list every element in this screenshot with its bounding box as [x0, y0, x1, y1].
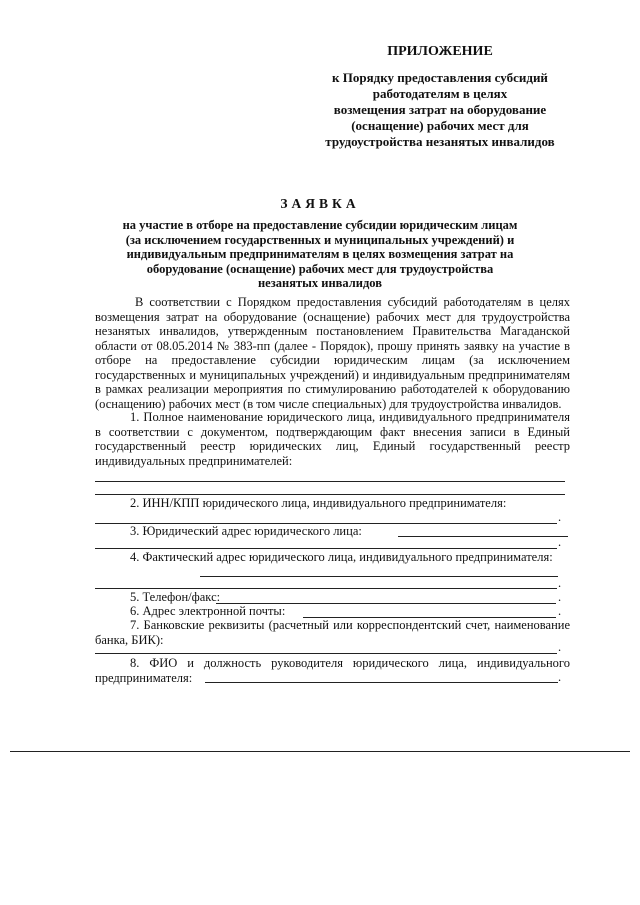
bottom-divider: [10, 751, 630, 752]
item-8-period: .: [558, 670, 562, 684]
item-7-field-line[interactable]: [95, 653, 557, 654]
item-7-label: 7. Банковские реквизиты (расчетный или корреспондентский счет, наименование банка, БИК):: [95, 618, 570, 647]
annex-line: к Порядку предоставления субсидий: [332, 70, 548, 85]
subtitle-line: индивидуальным предпринимателям в целях возмещения затрат на: [126, 247, 514, 261]
item-3-field-line-2[interactable]: [95, 548, 557, 549]
annex-header: [290, 44, 590, 150]
intro-paragraph: В соответствии с Порядком предоставления субсидий работодателям в целях возмещения затрат на оборудование (оснащение) рабочих мест для трудоустройства незанятых инвалидов, утвержденным постановлением Правительства Магаданской области от 08.05.2014 № 383-пп (далее - Порядок), прошу принять заявку на участие в отборе на предоставление субсидии юридическим лицам (за исключением государственных и муниципальных учреждений) и индивидуальным предпринимателям в рамках реализации мероприятия по стимулированию работодателей к оборудованию (оснащению) рабочих мест (в том числе специальных) для трудоустройства инвалидов.: [95, 295, 570, 411]
subtitle-line: незанятых инвалидов: [257, 276, 382, 290]
item-2-period: .: [558, 510, 562, 524]
item-5-label: 5. Телефон/факс:: [130, 590, 221, 604]
annex-line: (оснащение) рабочих мест для: [351, 118, 529, 133]
item-4-label: 4. Фактический адрес юридического лица, индивидуального предпринимателя:: [130, 550, 553, 564]
item-8-field-line[interactable]: [205, 682, 558, 683]
item-4-field-line-1[interactable]: [200, 576, 558, 577]
item-3-period: .: [558, 535, 562, 549]
item-1-label: 1. Полное наименование юридического лица, индивидуального предпринимателя в соответствии с документом, подтверждающим факт внесения записи в Единый государственный реестр юридических лиц, Единый государственный реестр индивидуальных предпринимателей:: [95, 410, 570, 468]
application-title: ЗАЯВКА: [280, 196, 360, 211]
subtitle-line: на участие в отборе на предоставление субсидии юридическим лицам: [122, 218, 518, 232]
item-8-label: 8. ФИО и должность руководителя юридического лица, индивидуального предпринимателя:: [95, 656, 570, 685]
item-4-field-line-2[interactable]: [95, 588, 557, 589]
item-6-period: .: [558, 604, 562, 618]
item-1-field-line-1[interactable]: [95, 481, 565, 482]
subtitle-line: (за исключением государственных и муниципальных учреждений) и: [125, 232, 515, 247]
subtitle-line: оборудование (оснащение) рабочих мест для трудоустройства: [146, 261, 494, 276]
annex-title: ПРИЛОЖЕНИЕ: [387, 44, 493, 59]
item-7-period: .: [558, 640, 562, 654]
item-3-field-line-1[interactable]: [398, 536, 568, 537]
annex-line: возмещения затрат на оборудование: [333, 102, 547, 117]
item-1-field-line-2[interactable]: [95, 494, 565, 495]
item-6-label: 6. Адрес электронной почты:: [130, 604, 286, 618]
annex-line: трудоустройства незанятых инвалидов: [325, 134, 555, 149]
application-subtitle: [100, 218, 540, 291]
item-3-label: 3. Юридический адрес юридического лица:: [130, 524, 362, 538]
annex-line: работодателям в целях: [372, 86, 508, 101]
item-2-label: 2. ИНН/КПП юридического лица, индивидуального предпринимателя:: [130, 496, 507, 510]
item-5-period: .: [558, 590, 562, 604]
item-4-period: .: [558, 576, 562, 590]
